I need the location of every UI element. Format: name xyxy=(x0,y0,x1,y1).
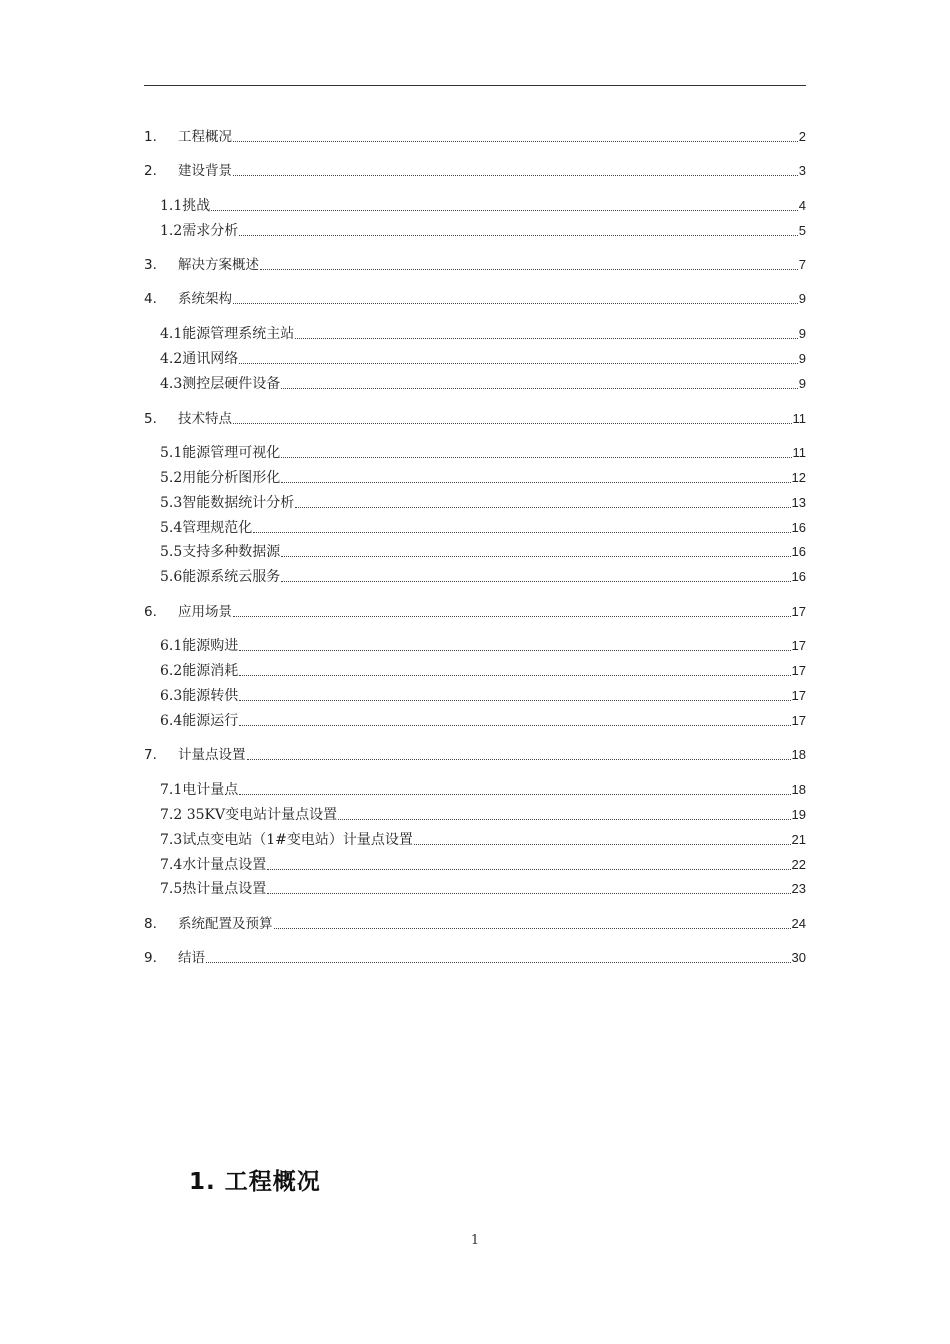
toc-entry-title: 1.1挑战 xyxy=(160,198,211,214)
toc-entry-page: 16 xyxy=(791,544,806,559)
toc-entry-page: 9 xyxy=(798,291,806,306)
toc-entry-title: 1.2需求分析 xyxy=(160,223,239,239)
toc-dot-leader xyxy=(233,422,792,424)
toc-entry-page: 9 xyxy=(798,351,806,366)
toc-entry-number: 5. xyxy=(144,411,157,427)
toc-entry-title: 建设背景 xyxy=(178,163,232,179)
toc-dot-leader xyxy=(260,268,798,270)
toc-entry-title: 6.3能源转供 xyxy=(160,688,239,704)
toc-entry-number: 1. xyxy=(144,129,157,145)
toc-entry-title: 计量点设置 xyxy=(178,747,246,763)
toc-entry[interactable] xyxy=(160,493,806,513)
toc-dot-leader xyxy=(233,140,798,142)
toc-dot-leader xyxy=(239,699,790,701)
toc-entry-title: 5.5支持多种数据源 xyxy=(160,544,281,560)
toc-entry[interactable] xyxy=(144,289,806,309)
toc-entry-page: 17 xyxy=(791,663,806,678)
toc-dot-leader xyxy=(206,961,791,963)
toc-dot-leader xyxy=(253,531,790,533)
toc-dot-leader xyxy=(239,793,790,795)
toc-entry-page: 23 xyxy=(791,881,806,896)
toc-entry-page: 18 xyxy=(791,782,806,797)
toc-entry[interactable] xyxy=(144,161,806,181)
toc-entry-page: 19 xyxy=(791,807,806,822)
toc-dot-leader xyxy=(267,868,790,870)
toc-entry[interactable] xyxy=(160,661,806,681)
toc-dot-leader xyxy=(295,506,790,508)
toc-entry-title: 4.1能源管理系统主站 xyxy=(160,326,295,342)
toc-entry[interactable] xyxy=(160,805,806,825)
toc-dot-leader xyxy=(239,724,790,726)
toc-entry-title: 系统架构 xyxy=(178,291,232,307)
toc-entry-page: 17 xyxy=(791,638,806,653)
toc-entry[interactable] xyxy=(160,443,806,463)
toc-entry[interactable] xyxy=(160,686,806,706)
toc-entry-title: 技术特点 xyxy=(178,411,232,427)
toc-entry-page: 2 xyxy=(798,129,806,144)
toc-dot-leader xyxy=(281,555,790,557)
toc-entry-page: 24 xyxy=(791,916,806,931)
toc-entry[interactable] xyxy=(144,914,806,934)
toc-dot-leader xyxy=(281,580,790,582)
toc-dot-leader xyxy=(211,209,798,211)
toc-entry-title: 6.1能源购进 xyxy=(160,638,239,654)
toc-entry[interactable] xyxy=(160,349,806,369)
toc-entry[interactable] xyxy=(144,602,806,622)
toc-dot-leader xyxy=(414,843,791,845)
toc-entry[interactable] xyxy=(160,855,806,875)
toc-entry[interactable] xyxy=(160,830,806,850)
toc-entry-page: 16 xyxy=(791,520,806,535)
toc-entry[interactable] xyxy=(160,780,806,800)
toc-dot-leader xyxy=(267,892,790,894)
toc-dot-leader xyxy=(233,174,798,176)
toc-entry-number: 7. xyxy=(144,747,157,763)
toc-entry-title: 4.2通讯网络 xyxy=(160,351,239,367)
toc-entry-title: 7.4水计量点设置 xyxy=(160,857,267,873)
toc-dot-leader xyxy=(239,649,790,651)
header-rule xyxy=(144,85,806,86)
toc-entry-number: 6. xyxy=(144,604,157,620)
toc-dot-leader xyxy=(239,234,798,236)
toc-entry[interactable] xyxy=(160,324,806,344)
toc-entry-title: 7.5热计量点设置 xyxy=(160,881,267,897)
toc-entry-page: 30 xyxy=(791,950,806,965)
toc-entry-page: 18 xyxy=(791,747,806,762)
toc-dot-leader xyxy=(281,481,790,483)
toc-dot-leader xyxy=(239,674,790,676)
toc-dot-leader xyxy=(281,387,798,389)
toc-entry[interactable] xyxy=(144,948,806,968)
toc-entry-title: 7.1电计量点 xyxy=(160,782,239,798)
page-number: 1 xyxy=(470,1233,480,1248)
toc-dot-leader xyxy=(233,615,791,617)
toc-entry[interactable] xyxy=(160,542,806,562)
toc-entry-page: 17 xyxy=(791,713,806,728)
toc-entry-title: 6.2能源消耗 xyxy=(160,663,239,679)
toc-entry-title: 5.3智能数据统计分析 xyxy=(160,495,295,511)
toc-entry[interactable] xyxy=(160,196,806,216)
toc-dot-leader xyxy=(338,818,790,820)
toc-entry-title: 6.4能源运行 xyxy=(160,713,239,729)
toc-dot-leader xyxy=(295,337,798,339)
toc-entry[interactable] xyxy=(144,745,806,765)
toc-entry-title: 5.4管理规范化 xyxy=(160,520,253,536)
toc-entry[interactable] xyxy=(160,518,806,538)
toc-entry-page: 17 xyxy=(791,688,806,703)
toc-entry-page: 13 xyxy=(791,495,806,510)
toc-entry-title: 5.6能源系统云服务 xyxy=(160,569,281,585)
toc-entry-title: 5.2用能分析图形化 xyxy=(160,470,281,486)
toc-entry-page: 9 xyxy=(798,376,806,391)
toc-entry[interactable] xyxy=(160,879,806,899)
toc-dot-leader xyxy=(281,456,791,458)
toc-entry[interactable] xyxy=(160,221,806,241)
toc-dot-leader xyxy=(274,927,791,929)
toc-entry[interactable] xyxy=(144,255,806,275)
toc-entry-page: 21 xyxy=(791,832,806,847)
toc-entry-page: 3 xyxy=(798,163,806,178)
toc-entry[interactable] xyxy=(160,711,806,731)
toc-entry[interactable] xyxy=(144,127,806,147)
toc-entry-title: 工程概况 xyxy=(178,129,232,145)
toc-entry-page: 12 xyxy=(791,470,806,485)
toc-entry-title: 4.3测控层硬件设备 xyxy=(160,376,281,392)
section-heading: 1. 工程概况 xyxy=(189,1169,321,1195)
toc-entry-page: 9 xyxy=(798,326,806,341)
toc-entry-title: 系统配置及预算 xyxy=(178,916,273,932)
toc-entry-page: 17 xyxy=(791,604,806,619)
toc-entry-page: 16 xyxy=(791,569,806,584)
toc-dot-leader xyxy=(239,362,798,364)
toc-entry-number: 2. xyxy=(144,163,157,179)
toc-entry[interactable] xyxy=(160,636,806,656)
toc-dot-leader xyxy=(247,758,791,760)
toc-entry-page: 11 xyxy=(792,445,806,460)
toc-entry-page: 4 xyxy=(798,198,806,213)
toc-entry-page: 11 xyxy=(792,411,806,426)
toc-entry-page: 5 xyxy=(798,223,806,238)
toc-entry-title: 解决方案概述 xyxy=(178,257,259,273)
toc-entry-number: 4. xyxy=(144,291,157,307)
toc-entry-title: 结语 xyxy=(178,950,205,966)
toc-entry-number: 3. xyxy=(144,257,157,273)
toc-entry-number: 9. xyxy=(144,950,157,966)
toc-entry-number: 8. xyxy=(144,916,157,932)
toc-entry-title: 应用场景 xyxy=(178,604,232,620)
toc-entry[interactable] xyxy=(160,374,806,394)
toc-entry[interactable] xyxy=(160,468,806,488)
toc-entry-page: 22 xyxy=(791,857,806,872)
toc-entry-title: 5.1能源管理可视化 xyxy=(160,445,281,461)
toc-entry[interactable] xyxy=(144,409,806,429)
toc-dot-leader xyxy=(233,302,798,304)
toc-entry-title: 7.2 35KV变电站计量点设置 xyxy=(160,807,338,823)
toc-entry-page: 7 xyxy=(798,257,806,272)
toc-entry-title: 7.3试点变电站（1#变电站）计量点设置 xyxy=(160,832,413,848)
toc-entry[interactable] xyxy=(160,567,806,587)
